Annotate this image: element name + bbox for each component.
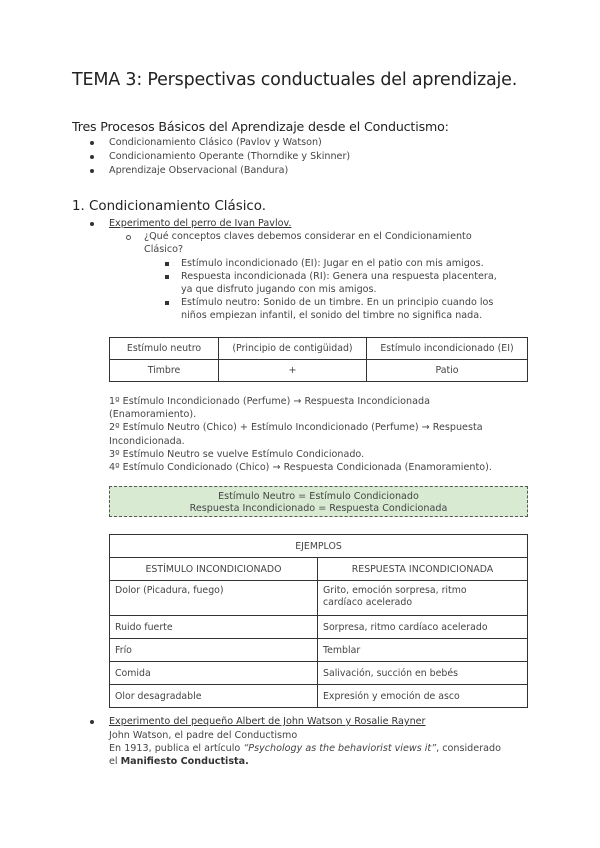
table-title: EJEMPLOS — [110, 535, 528, 558]
bullet-square-icon — [165, 275, 169, 279]
conditioning-steps: 1º Estímulo Incondicionado (Perfume) → Respuesta Incondicionada (Enamoramiento). 2º Estímulo Neutro (Chico) + Estímulo Incondicionado (Perfume) → Respuesta Incondicionada. 3º Estímulo Neutro se vuelve Estímulo Condicionado. 4º Estímulo Condicionado (Chico) → Respuesta Condicionada (Enamoramiento). — [109, 396, 492, 474]
bullet-square-icon — [165, 262, 169, 266]
table-cell: Estímulo incondicionado (EI) — [367, 338, 528, 360]
bullet-disc-icon — [90, 155, 94, 159]
experiment1-list — [90, 217, 291, 231]
list-item — [90, 217, 291, 231]
column-header: ESTÍMULO INCONDICIONADO — [110, 558, 318, 581]
concept-item: Estímulo neutro: Sonido de un timbre. En un principio cuando los niños empiezan infantil, el sonido del timbre no significa nada. — [165, 296, 493, 322]
table-cell: Sorpresa, ritmo cardíaco acelerado — [318, 616, 528, 639]
table-row — [110, 360, 528, 382]
manifesto-term: Manifiesto Conductista. — [120, 756, 249, 768]
experiment2-body: John Watson, el padre del Conductismo En 1913, publica el artículo “Psychology as the behaviorist views it”, considerado el Manifiesto Conductista. — [109, 730, 501, 768]
concept-item: Estímulo incondicionado (EI): Jugar en el patio con mis amigos. — [165, 257, 484, 270]
list-item: Aprendizaje Observacional (Bandura) — [90, 164, 350, 178]
experiment2-list — [90, 715, 426, 729]
table-header-row — [110, 558, 528, 581]
bullet-disc-icon — [90, 169, 94, 173]
section-heading: 1. Condicionamiento Clásico. — [72, 199, 266, 214]
table-row — [110, 685, 528, 708]
experiment1-title: Experimento del perro de Ivan Pavlov. — [109, 218, 292, 229]
list-item: Condicionamiento Clásico (Pavlov y Watson) — [90, 136, 350, 150]
table-cell: Expresión y emoción de asco — [318, 685, 528, 708]
bullet-circle-icon — [126, 235, 131, 240]
table-cell: Estímulo neutro — [110, 338, 219, 360]
table-cell: Timbre — [110, 360, 219, 382]
list-item: Condicionamiento Operante (Thorndike y Skinner) — [90, 150, 350, 164]
table-row — [110, 581, 528, 616]
table-cell: Comida — [110, 662, 318, 685]
table-cell: Ruido fuerte — [110, 616, 318, 639]
article-line: En 1913, publica el artículo “Psychology as the behaviorist views it”, considerado — [109, 743, 501, 755]
list-item — [90, 715, 426, 729]
table-row — [110, 639, 528, 662]
experiment2-title: Experimento del pequeño Albert de John Watson y Rosalie Rayner — [109, 716, 426, 727]
table-header-row — [110, 338, 528, 360]
question-item: ¿Qué conceptos claves debemos considerar en el Condicionamiento Clásico? — [126, 230, 472, 256]
bullet-disc-icon — [90, 720, 94, 724]
table-row — [110, 616, 528, 639]
bullet-disc-icon — [90, 222, 94, 226]
column-header: RESPUESTA INCONDICIONADA — [318, 558, 528, 581]
examples-table — [109, 534, 528, 708]
table-cell: Temblar — [318, 639, 528, 662]
table-title-row — [110, 535, 528, 558]
table-cell: Frío — [110, 639, 318, 662]
table-cell: (Principio de contigüidad) — [219, 338, 367, 360]
table-row — [110, 662, 528, 685]
bullet-disc-icon — [90, 141, 94, 145]
table-cell: Salivación, succión en bebés — [318, 662, 528, 685]
table-cell: Grito, emoción sorpresa, ritmo cardíaco acelerado — [318, 581, 528, 616]
contiguity-table — [109, 337, 528, 382]
page-title: TEMA 3: Perspectivas conductuales del aprendizaje. — [72, 70, 518, 90]
article-title: “Psychology as the behaviorist views it” — [243, 743, 437, 755]
table-cell: Olor desagradable — [110, 685, 318, 708]
bullet-square-icon — [165, 301, 169, 305]
summary-box: Estímulo Neutro = Estímulo Condicionado Respuesta Incondicionado = Respuesta Condicionada — [109, 486, 528, 517]
table-cell: Patio — [367, 360, 528, 382]
manifesto-line: el Manifiesto Conductista. — [109, 756, 249, 768]
concept-item: Respuesta incondicionada (RI): Genera una respuesta placentera, ya que disfruto jugando con mis amigos. — [165, 270, 497, 296]
intro-list — [90, 136, 350, 178]
intro-heading: Tres Procesos Básicos del Aprendizaje desde el Conductismo: — [72, 119, 449, 134]
table-cell: + — [219, 360, 367, 382]
table-cell: Dolor (Picadura, fuego) — [110, 581, 318, 616]
